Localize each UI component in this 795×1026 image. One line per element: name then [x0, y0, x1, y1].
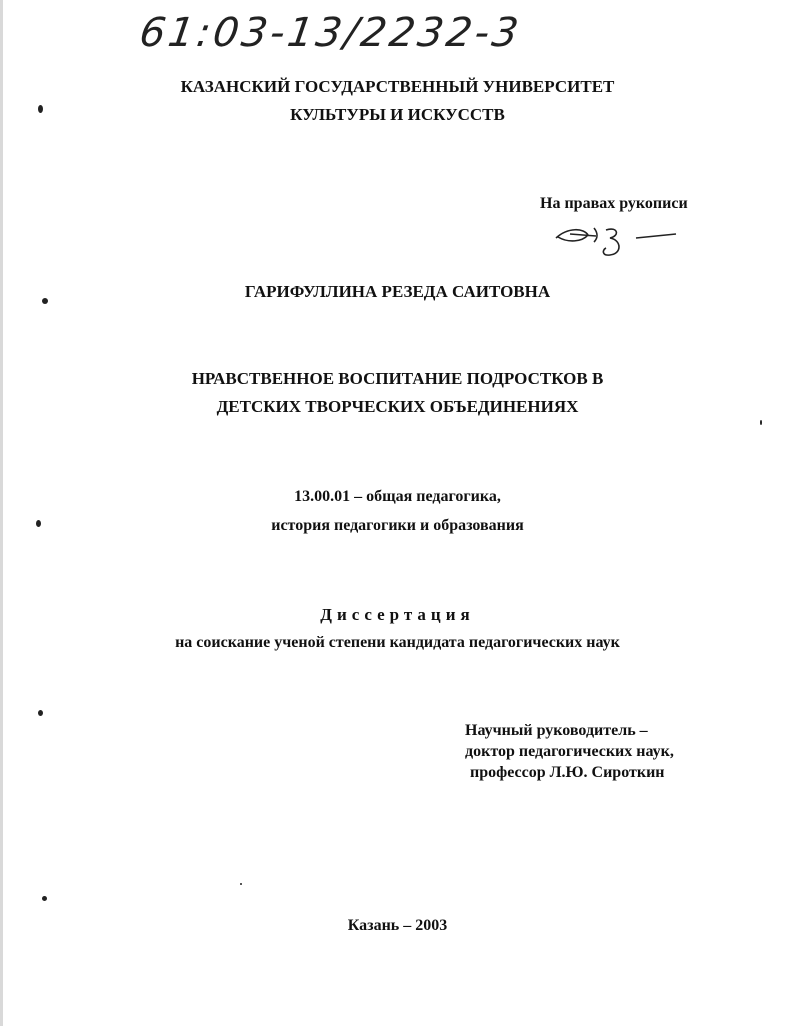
city-year: Казань – 2003: [347, 917, 448, 934]
scan-speck: [36, 520, 41, 527]
scan-speck: [42, 896, 47, 901]
supervisor-name: профессор Л.Ю. Сироткин: [470, 764, 665, 781]
archive-code-handwritten: 61:03-13/2232-3: [136, 10, 524, 56]
scan-speck: [38, 710, 43, 716]
scan-speck: [240, 883, 242, 885]
specialty-name: история педагогики и образования: [271, 517, 524, 534]
scan-speck: [38, 105, 43, 113]
scan-speck: [760, 420, 762, 425]
scan-edge-shadow: [0, 0, 3, 1026]
university-name-line2: КУЛЬТУРЫ И ИСКУССТВ: [290, 105, 505, 124]
scan-speck: [42, 298, 48, 304]
document-type: Диссертация: [320, 605, 475, 624]
manuscript-rights-note: На правах рукописи: [540, 195, 688, 212]
university-name-line1: КАЗАНСКИЙ ГОСУДАРСТВЕННЫЙ УНИВЕРСИТЕТ: [180, 77, 615, 96]
author-name: ГАРИФУЛЛИНА РЕЗЕДА САИТОВНА: [244, 282, 551, 301]
thesis-title-line1: НРАВСТВЕННОЕ ВОСПИТАНИЕ ПОДРОСТКОВ В: [191, 369, 604, 388]
degree-line: на соискание ученой степени кандидата педагогических наук: [175, 634, 620, 651]
thesis-title-line2: ДЕТСКИХ ТВОРЧЕСКИХ ОБЪЕДИНЕНИЯХ: [216, 397, 579, 416]
specialty-code: 13.00.01 – общая педагогика,: [294, 488, 501, 505]
supervisor-degree: доктор педагогических наук,: [465, 743, 674, 760]
supervisor-label: Научный руководитель –: [465, 722, 648, 739]
author-signature-icon: [548, 222, 683, 267]
